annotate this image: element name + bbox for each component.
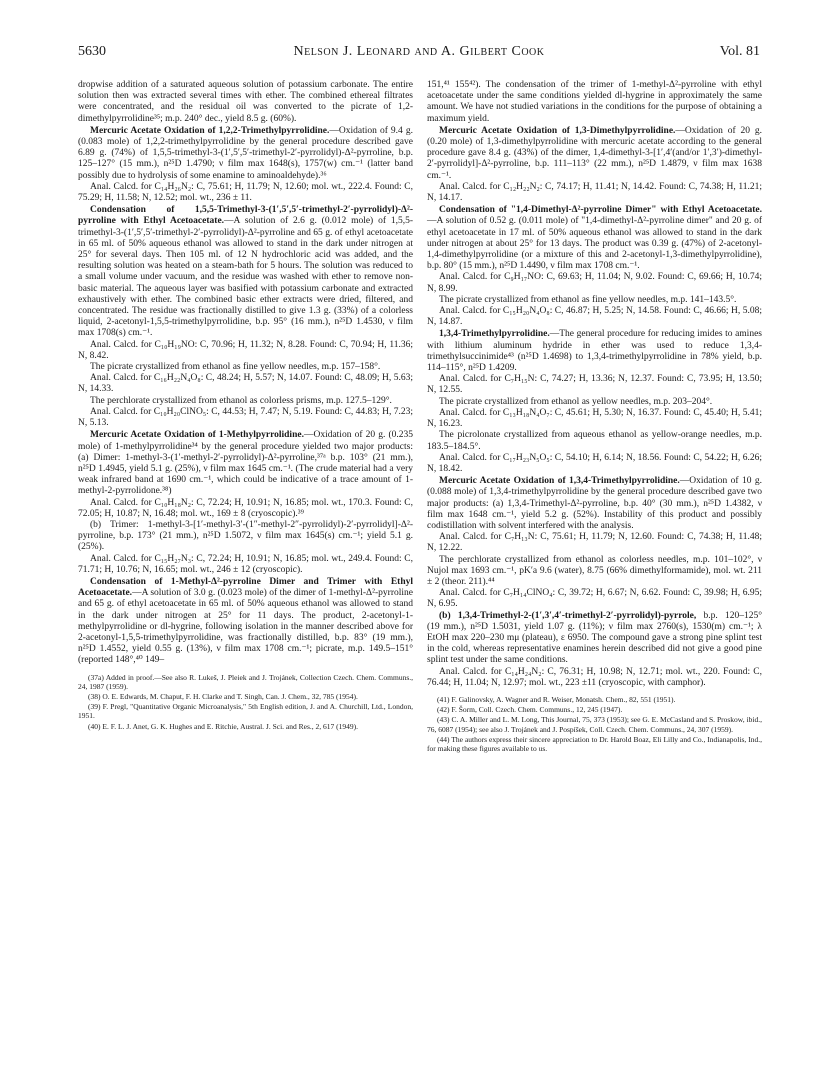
analysis-paragraph: Anal. Calcd. for C₁₀H₁₈N₂: C, 72.24; H, 10.91; N, 16.85; mol. wt., 170.3. Found: C, 72.05; H, 10.87; N, 16.48; mol. wt., 169 ± 8 (cryoscopic).³⁹	[78, 497, 413, 519]
page-number: 5630	[78, 44, 106, 59]
footnote: (44) The authors express their sincere appreciation to Dr. Harold Boaz, Eli Lilly and Co., Indianapolis, Ind., for making these figures available to us.	[427, 734, 762, 753]
section-paragraph	[78, 205, 413, 339]
right-column	[427, 80, 762, 754]
section-heading: (b) 1,3,4-Trimethyl-2-(1′,3′,4′-trimethyl-2′-pyrrolidyl)-pyrrole,	[439, 610, 697, 621]
analysis-paragraph: Anal. Calcd. for C₁₅H₂₀N₄O₈: C, 46.87; H, 5.25; N, 14.58. Found: C, 46.66; H, 5.08; N, 14.87.	[427, 306, 762, 328]
section-body: —Oxidation of 20 g. (0.20 mole) of 1,3-dimethylpyrrolidine with mercuric acetate according to the general procedure gave 8.4 g. (43%) of the dimer, 1,4-dimethyl-3-[1′,4′(and/or 1′,3′)-dimethyl-2′-pyrrolidyl]-Δ²-pyrroline, b.p. 111–113° (22 mm.), n²⁵D 1.4879, ν film max 1638 cm.⁻¹.	[427, 125, 762, 181]
footnote: (39) F. Pregl, "Quantitative Organic Microanalysis," 5th English edition, J. and A. Churchill, Ltd., London, 1951.	[78, 702, 413, 721]
footnotes	[78, 673, 413, 731]
section-body: —A solution of 2.6 g. (0.012 mole) of 1,5,5-trimethyl-3-(1′,5′,5′-trimethyl-2′-pyrrolidyl)-Δ²-pyrroline and 65 g. of ethyl acetoacetate in 65 ml. of 50% aqueous ethanol was allowed to stand in the dark under nitrogen at 25° for several days. Then 105 ml. of 12 N hydrochloric acid was added, and the resulting solution was heated on a steam-bath for 5 hours. The solution was reduced to a small volume under vacuum, and the residue was washed with ether to remove non-basic material. The aqueous layer was basified with potassium carbonate and extracted exhaustively with ether. The combined basic ether extracts were dried, filtered, and concentrated. The residue was fractionally distilled to give 1.3 g. (33%) of a colorless liquid, 2-acetonyl-1,5,5-trimethylpyrrolidine, b.p. 95° (16 mm.), n²⁵D 1.4530, ν film max 1708(s) cm.⁻¹.	[78, 216, 414, 339]
paragraph: The perchlorate crystallized from ethanol as colorless needles, m.p. 101–102°, ν Nujol max 1693 cm.⁻¹, pK′a 9.6 (water), 8.75 (66% dimethylformamide), mol. wt. 211 ± 2 (theor. 211).⁴⁴	[427, 554, 762, 587]
analysis-paragraph: Anal. Calcd. for C₇H₁₅N: C, 74.27; H, 13.36; N, 12.37. Found: C, 73.95; H, 13.50; N, 12.55.	[427, 374, 762, 396]
section-heading: Mercuric Acetate Oxidation of 1,3,4-Trimethylpyrrolidine.	[439, 476, 680, 487]
section-body: —Oxidation of 20 g. (0.235 mole) of 1-methylpyrrolidine³⁴ by the general procedure yielded two major products: (a) Dimer: 1-methyl-3-(1′-methyl-2′-pyrrolidyl)-Δ²-pyrroline,³⁷ᵃ b.p. 103° (21 mm.), n²⁵D 1.4945, yield 5.1 g. (25%), ν film max 1645 cm.⁻¹. (The crude material had a very weak infrared band at 1690 cm.⁻¹, which could be indicative of a trace amount of 1-methyl-2-pyrrolidone.³⁸)	[78, 430, 413, 497]
section-heading: Mercuric Acetate Oxidation of 1,2,2-Trimethylpyrrolidine.	[90, 125, 330, 136]
section-paragraph	[78, 430, 413, 497]
footnote: (37a) Added in proof.—See also R. Lukeš, J. Pleiek and J. Trojánek, Collection Czech. Chem. Communs., 24, 1987 (1959).	[78, 672, 413, 691]
paragraph: The picrate crystallized from ethanol as fine yellow needles, m.p. 141–143.5°.	[439, 294, 737, 305]
section-body: —A solution of 3.0 g. (0.023 mole) of the dimer of 1-methyl-Δ²-pyrroline and 65 g. of ethyl acetoacetate in 65 ml. of 50% aqueous ethanol was allowed to stand in the dark under nitrogen at 25° for 11 days. The product, 2-acetonyl-1-methylpyrrolidine or dl-hygrine, following isolation in the manner described above for 2-acetonyl-1,5,5-trimethylpyrrolidine, was fractionally distilled, b.p. 83° (19 mm.), n²⁵D 1.4552, yield 0.55 g. (13%), ν film max 1708 cm.⁻¹; picrate, m.p. 149.5–151° (reported 148°,⁴⁰ 149–	[78, 588, 413, 666]
footnote: (42) F. Šorm, Coll. Czech. Chem. Communs., 12, 245 (1947).	[437, 705, 623, 715]
section-heading: Mercuric Acetate Oxidation of 1-Methylpyrrolidine.	[90, 430, 304, 441]
section-heading: Condensation of "1,4-Dimethyl-Δ²-pyrroline Dimer" with Ethyl Acetoacetate.	[439, 205, 762, 216]
left-column	[78, 80, 413, 732]
section-paragraph	[78, 577, 413, 667]
analysis-paragraph: Anal. Calcd. for C₁₆H₂₂N₄O₈: C, 48.24; H, 5.57; N, 14.07. Found: C, 48.09; H, 5.63; N, 14.33.	[78, 373, 413, 395]
analysis-paragraph: Anal. Calcd. for C₁₄H₂₆N₂: C, 75.61; H, 11.79; N, 12.60; mol. wt., 222.4. Found: C, 75.29; H, 11.58; N, 12.52; mol. wt., 236 ± 11.	[78, 181, 413, 204]
section-heading: Mercuric Acetate Oxidation of 1,3-Dimethylpyrrolidine.	[439, 125, 676, 136]
analysis-paragraph: Anal. Calcd. for C₁₇H₂₃N₅O₅: C, 54.10; H, 6.14; N, 18.56. Found: C, 54.22; H, 6.26; N, 18.42.	[427, 452, 762, 474]
footnote: (41) F. Galinovsky, A. Wagner and R. Weiser, Monatsh. Chem., 82, 551 (1951).	[437, 694, 676, 704]
analysis-paragraph: Anal. Calcd. for C₇H₁₄ClNO₄: C, 39.72; H, 6.67; N, 6.62. Found: C, 39.98; H, 6.95; N, 6.95.	[427, 588, 762, 610]
analysis-paragraph: Anal. Calcd. for C₁₀H₁₉NO: C, 70.96; H, 11.32; N, 8.28. Found: C, 70.94; H, 11.36; N, 8.42.	[78, 339, 413, 361]
section-heading: Condensation of 1,5,5-Trimethyl-3-(1′,5′,5′-trimethyl-2′-pyrrolidyl)-Δ²-pyrroline with Ethyl Acetoacetate.	[78, 205, 413, 227]
paragraph: (b) Trimer: 1-methyl-3-[1′-methyl-3′-(1″-methyl-2″-pyrrolidyl)-2′-pyrrolidyl]-Δ²-pyrroline, b.p. 173° (21 mm.), n²⁵D 1.5072, ν film max 1645(s) cm.⁻¹; yield 5.1 g. (25%).	[78, 519, 413, 553]
paragraph: The picrolonate crystallized from aqueous ethanol as yellow-orange needles, m.p. 183.5–184.5°.	[427, 430, 762, 452]
paragraph: The picrate crystallized from ethanol as fine yellow needles, m.p. 157–158°.	[90, 362, 381, 373]
section-paragraph	[78, 126, 413, 182]
section-paragraph	[427, 611, 762, 667]
running-title: Nelson J. Leonard and A. Gilbert Cook	[293, 44, 545, 59]
section-heading: Condensation of 1-Methyl-Δ²-pyrroline Dimer and Trimer with Ethyl Acetoacetate.	[78, 576, 413, 599]
section-body: —The general procedure for reducing imides to amines with lithium aluminum hydride in ether was used to reduce 1,3,4-trimethylsuccinimide⁴³ (n²⁵D 1.4698) to 1,3,4-trimethylpyrrolidine in 78% yield, b.p. 114–115°, n²⁵D 1.4209.	[427, 329, 762, 374]
section-body: —Oxidation of 9.4 g. (0.083 mole) of 1,2,2-trimethylpyrrolidine by the general procedure described gave 6.89 g. (74%) of 1,5,5-trimethyl-3-(1′,5′,5′-trimethyl-2′-pyrrolidyl)-Δ²-pyrroline, b.p. 125–127° (15 mm.), n²⁵D 1.4790; ν film max 1648(s), 1757(w) cm.⁻¹ (latter band possibly due to hydrolysis of some enamine to aminoaldehyde).³⁶	[78, 125, 413, 181]
footnote: (38) O. E. Edwards, M. Chaput, F. H. Clarke and T. Singh, Can. J. Chem., 32, 785 (1954).	[88, 691, 358, 701]
footnote: (43) C. A. Miller and L. M. Long, This Journal, 75, 373 (1953); see G. E. McCasland and S. Proskow, ibid., 76, 6087 (1954); see also J. Trojánek and J. Pospíšek, Coll. Czech. Chem. Communs., 24, 307 (1959).	[427, 715, 762, 734]
section-body: —A solution of 0.52 g. (0.011 mole) of "1,4-dimethyl-Δ²-pyrroline dimer" and 20 g. of ethyl acetoacetate in 17 ml. of 50% aqueous ethanol was allowed to stand in the dark under nitrogen at about 25° for 13 days. The product was 0.39 g. (47%) of 2-acetonyl-1,4-dimethylpyrrolidine (or a mixture of this and 2-acetonyl-1,3-dimethylpyrrolidine), b.p. 80° (15 mm.), n²⁵D 1.4490, ν film max 1708 cm.⁻¹.	[427, 216, 762, 272]
paragraph: dropwise addition of a saturated aqueous solution of potassium carbonate. The entire solution then was extracted several times with ether. The combined ethereal filtrates were concentrated, and the residual oil was converted to the picrate of 1,2-dimethylpyrrolidine³⁵; m.p. 240° dec., yield 8.5 g. (60%).	[78, 80, 413, 124]
analysis-paragraph: Anal. Calcd. for C₁₅H₂₇N₃: C, 72.24; H, 10.91; N, 16.85; mol. wt., 249.4. Found: C, 71.71; H, 10.76; N, 16.65; mol. wt., 246 ± 12 (cryoscopic).	[78, 553, 413, 575]
footnote: (40) E. F. L. J. Anet, G. K. Hughes and E. Ritchie, Austral. J. Sci. and Res., 2, 617 (1949).	[88, 721, 358, 731]
paragraph: The perchlorate crystallized from ethanol as colorless prisms, m.p. 127.5–129°.	[90, 395, 392, 406]
section-heading: 1,3,4-Trimethylpyrrolidine.	[439, 329, 550, 340]
page-header	[78, 44, 760, 66]
analysis-paragraph: Anal. Calcd. for C₁₂H₂₂N₂: C, 74.17; H, 11.41; N, 14.42. Found: C, 74.38; H, 11.21; N, 14.17.	[427, 181, 762, 204]
section-paragraph	[427, 476, 762, 532]
volume-label: Vol. 81	[719, 44, 760, 59]
section-paragraph	[427, 329, 762, 374]
analysis-paragraph: Anal. Calcd. for C₁₄H₂₄N₂: C, 76.31; H, 10.98; N, 12.71; mol. wt., 220. Found: C, 76.44; H, 11.04; N, 12.97; mol. wt., 223 ±11 (cryoscopic, with camphor).	[427, 666, 762, 688]
section-paragraph	[427, 205, 762, 272]
analysis-paragraph: Anal. Calcd. for C₇H₁₃N: C, 75.61; H, 11.79; N, 12.60. Found: C, 74.38; H, 11.48; N, 12.22.	[427, 532, 762, 554]
analysis-paragraph: Anal. Calcd. for C₁₃H₁₈N₄O₇: C, 45.61; H, 5.30; N, 16.37. Found: C, 45.40; H, 5.41; N, 16.23.	[427, 407, 762, 430]
section-paragraph	[427, 126, 762, 182]
section-body: b.p. 120–125° (19 mm.), n²⁵D 1.5031, yield 1.07 g. (11%); ν film max 2760(s), 1530(m) cm.⁻¹; λ EtOH max 220–230 mμ (plateau), ε 6950. The compound gave a strong pine splint test in the cold, whereas representative enamines herein described did not give a good pine splint test under the same conditions.	[427, 610, 762, 666]
analysis-paragraph: Anal. Calcd. for C₉H₁₇NO: C, 69.63; H, 11.04; N, 9.02. Found: C, 69.66; H, 10.74; N, 8.99.	[427, 272, 762, 294]
footnotes	[427, 695, 762, 753]
section-body: —Oxidation of 10 g. (0.088 mole) of 1,3,4-trimethylpyrrolidine by the general procedure described gave two major products: (a) 1,3,4-Trimethyl-Δ²-pyrroline, b.p. 40° (30 mm.), n²⁵D 1.4382, ν film max 1648 cm.⁻¹, yield 5.2 g. (52%). Instability of this product and possibly codistillation with solvent interfered with the analysis.	[427, 476, 762, 531]
paragraph: 151,⁴¹ 155⁴²). The condensation of the trimer of 1-methyl-Δ²-pyrroline with ethyl acetoacetate under the same conditions yielded dl-hygrine in approximately the same amount. We have not studied variations in the conditions for the purpose of obtaining a maximum yield.	[427, 80, 762, 124]
analysis-paragraph: Anal. Calcd. for C₁₀H₂₀ClNO₅: C, 44.53; H, 7.47; N, 5.19. Found: C, 44.83; H, 7.23; N, 5.13.	[78, 406, 413, 429]
paragraph: The picrate crystallized from ethanol as yellow needles, m.p. 203–204°.	[439, 396, 713, 407]
